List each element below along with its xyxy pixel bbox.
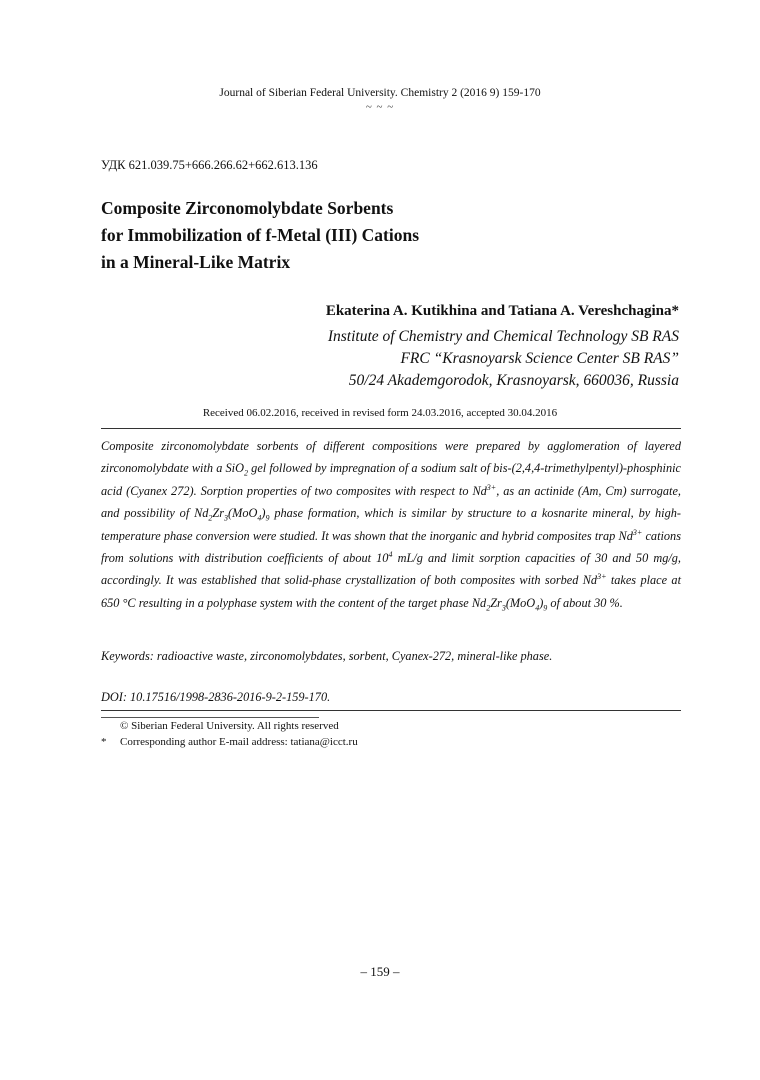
doi-link[interactable]: DOI: 10.17516/1998-2836-2016-9-2-159-170.	[101, 690, 331, 704]
abstract-top-rule	[101, 428, 681, 429]
footnote-rule	[101, 717, 319, 718]
abstract-subscript: 9	[543, 603, 548, 613]
affiliation-line-3: 50/24 Akademgorodok, Krasnoyarsk, 660036, Russia	[348, 372, 679, 389]
footnote-star-mark: *	[101, 736, 107, 748]
udc-code: УДК 621.039.75+666.266.62+662.613.136	[101, 158, 318, 172]
header-ornament: ~ ~ ~	[365, 101, 395, 113]
abstract-subscript: 2	[208, 513, 213, 523]
abstract-subscript: 4	[535, 603, 540, 613]
affiliation-line-2: FRC “Krasnoyarsk Science Center SB RAS”	[400, 350, 679, 367]
abstract-subscript: 4	[257, 513, 262, 523]
abstract-text: mL/g and limit sorption capacities of 30 and 50 mg/g, accordingly. It was established that solid-phase crystallization of both composites with sorbed Nd	[101, 551, 681, 588]
abstract-subscript: 9	[265, 513, 270, 523]
abstract-subscript: 3	[224, 513, 229, 523]
abstract-text: , as an actinide (Am, Cm) surrogate, and possibility of Nd	[101, 483, 682, 521]
abstract-text: (MoO	[505, 595, 536, 610]
affiliation	[328, 326, 679, 392]
keywords: Keywords: radioactive waste, zirconomolybdates, sorbent, Cyanex-272, mineral-like phase.	[101, 649, 553, 663]
abstract-text: of about 30 %.	[547, 595, 623, 610]
abstract-text: takes place at 650 °C resulting in a polyphase system with the content of the target phase Nd	[101, 573, 681, 610]
abstract-subscript: 2	[243, 468, 248, 478]
abstract-subscript: 2	[486, 603, 491, 613]
abstract-text: )	[261, 506, 266, 521]
abstract-subscript: 3	[501, 603, 506, 613]
abstract-superscript: 3+	[597, 572, 607, 582]
abstract	[101, 435, 681, 614]
authors: Ekaterina A. Kutikhina and Tatiana A. Vereshchagina*	[325, 303, 679, 319]
abstract-text: Zr	[212, 506, 225, 521]
journal-header: Journal of Siberian Federal University. Chemistry 2 (2016 9) 159-170	[219, 87, 541, 99]
doi-rule	[101, 710, 681, 711]
affiliation-line-1: Institute of Chemistry and Chemical Technology SB RAS	[327, 328, 679, 345]
abstract-superscript: 4	[388, 549, 393, 559]
abstract-text: gel followed by impregnation of a sodium salt of bis-(2,4,4-trimethylpentyl)-phosphinic acid (Cyanex 272). Sorption properties of two composites with respect to Nd	[101, 461, 681, 498]
abstract-text: )	[539, 595, 544, 610]
copyright-footnote: © Siberian Federal University. All rights reserved	[120, 720, 339, 732]
received-dates: Received 06.02.2016, received in revised form 24.03.2016, accepted 30.04.2016	[202, 407, 558, 419]
title-line-1: Composite Zirconomolybdate Sorbents	[101, 198, 394, 218]
abstract-text: phase formation, which is similar by structure to a kosnarite mineral, by high-temperature phase conversion were studied. It was shown that the inorganic and hybrid composites trap Nd	[101, 506, 681, 543]
page-number: – 159 –	[360, 964, 400, 979]
article-title	[101, 195, 419, 276]
abstract-text: (MoO	[228, 506, 258, 521]
abstract-text: Zr	[490, 595, 502, 610]
abstract-text: cations from solutions with distribution coefficients of about 10	[101, 528, 681, 566]
abstract-superscript: 3+	[486, 482, 497, 492]
abstract-text: Composite zirconomolybdate sorbents of different compositions were prepared by agglomeration of layered zirconomolybdate with a SiO	[101, 439, 681, 476]
corresponding-author-footnote[interactable]: Corresponding author E-mail address: tatiana@icct.ru	[120, 736, 358, 748]
abstract-superscript: 3+	[632, 527, 643, 537]
title-line-3: in a Mineral-Like Matrix	[101, 252, 291, 272]
title-line-2: for Immobilization of f-Metal (III) Cations	[101, 225, 420, 245]
